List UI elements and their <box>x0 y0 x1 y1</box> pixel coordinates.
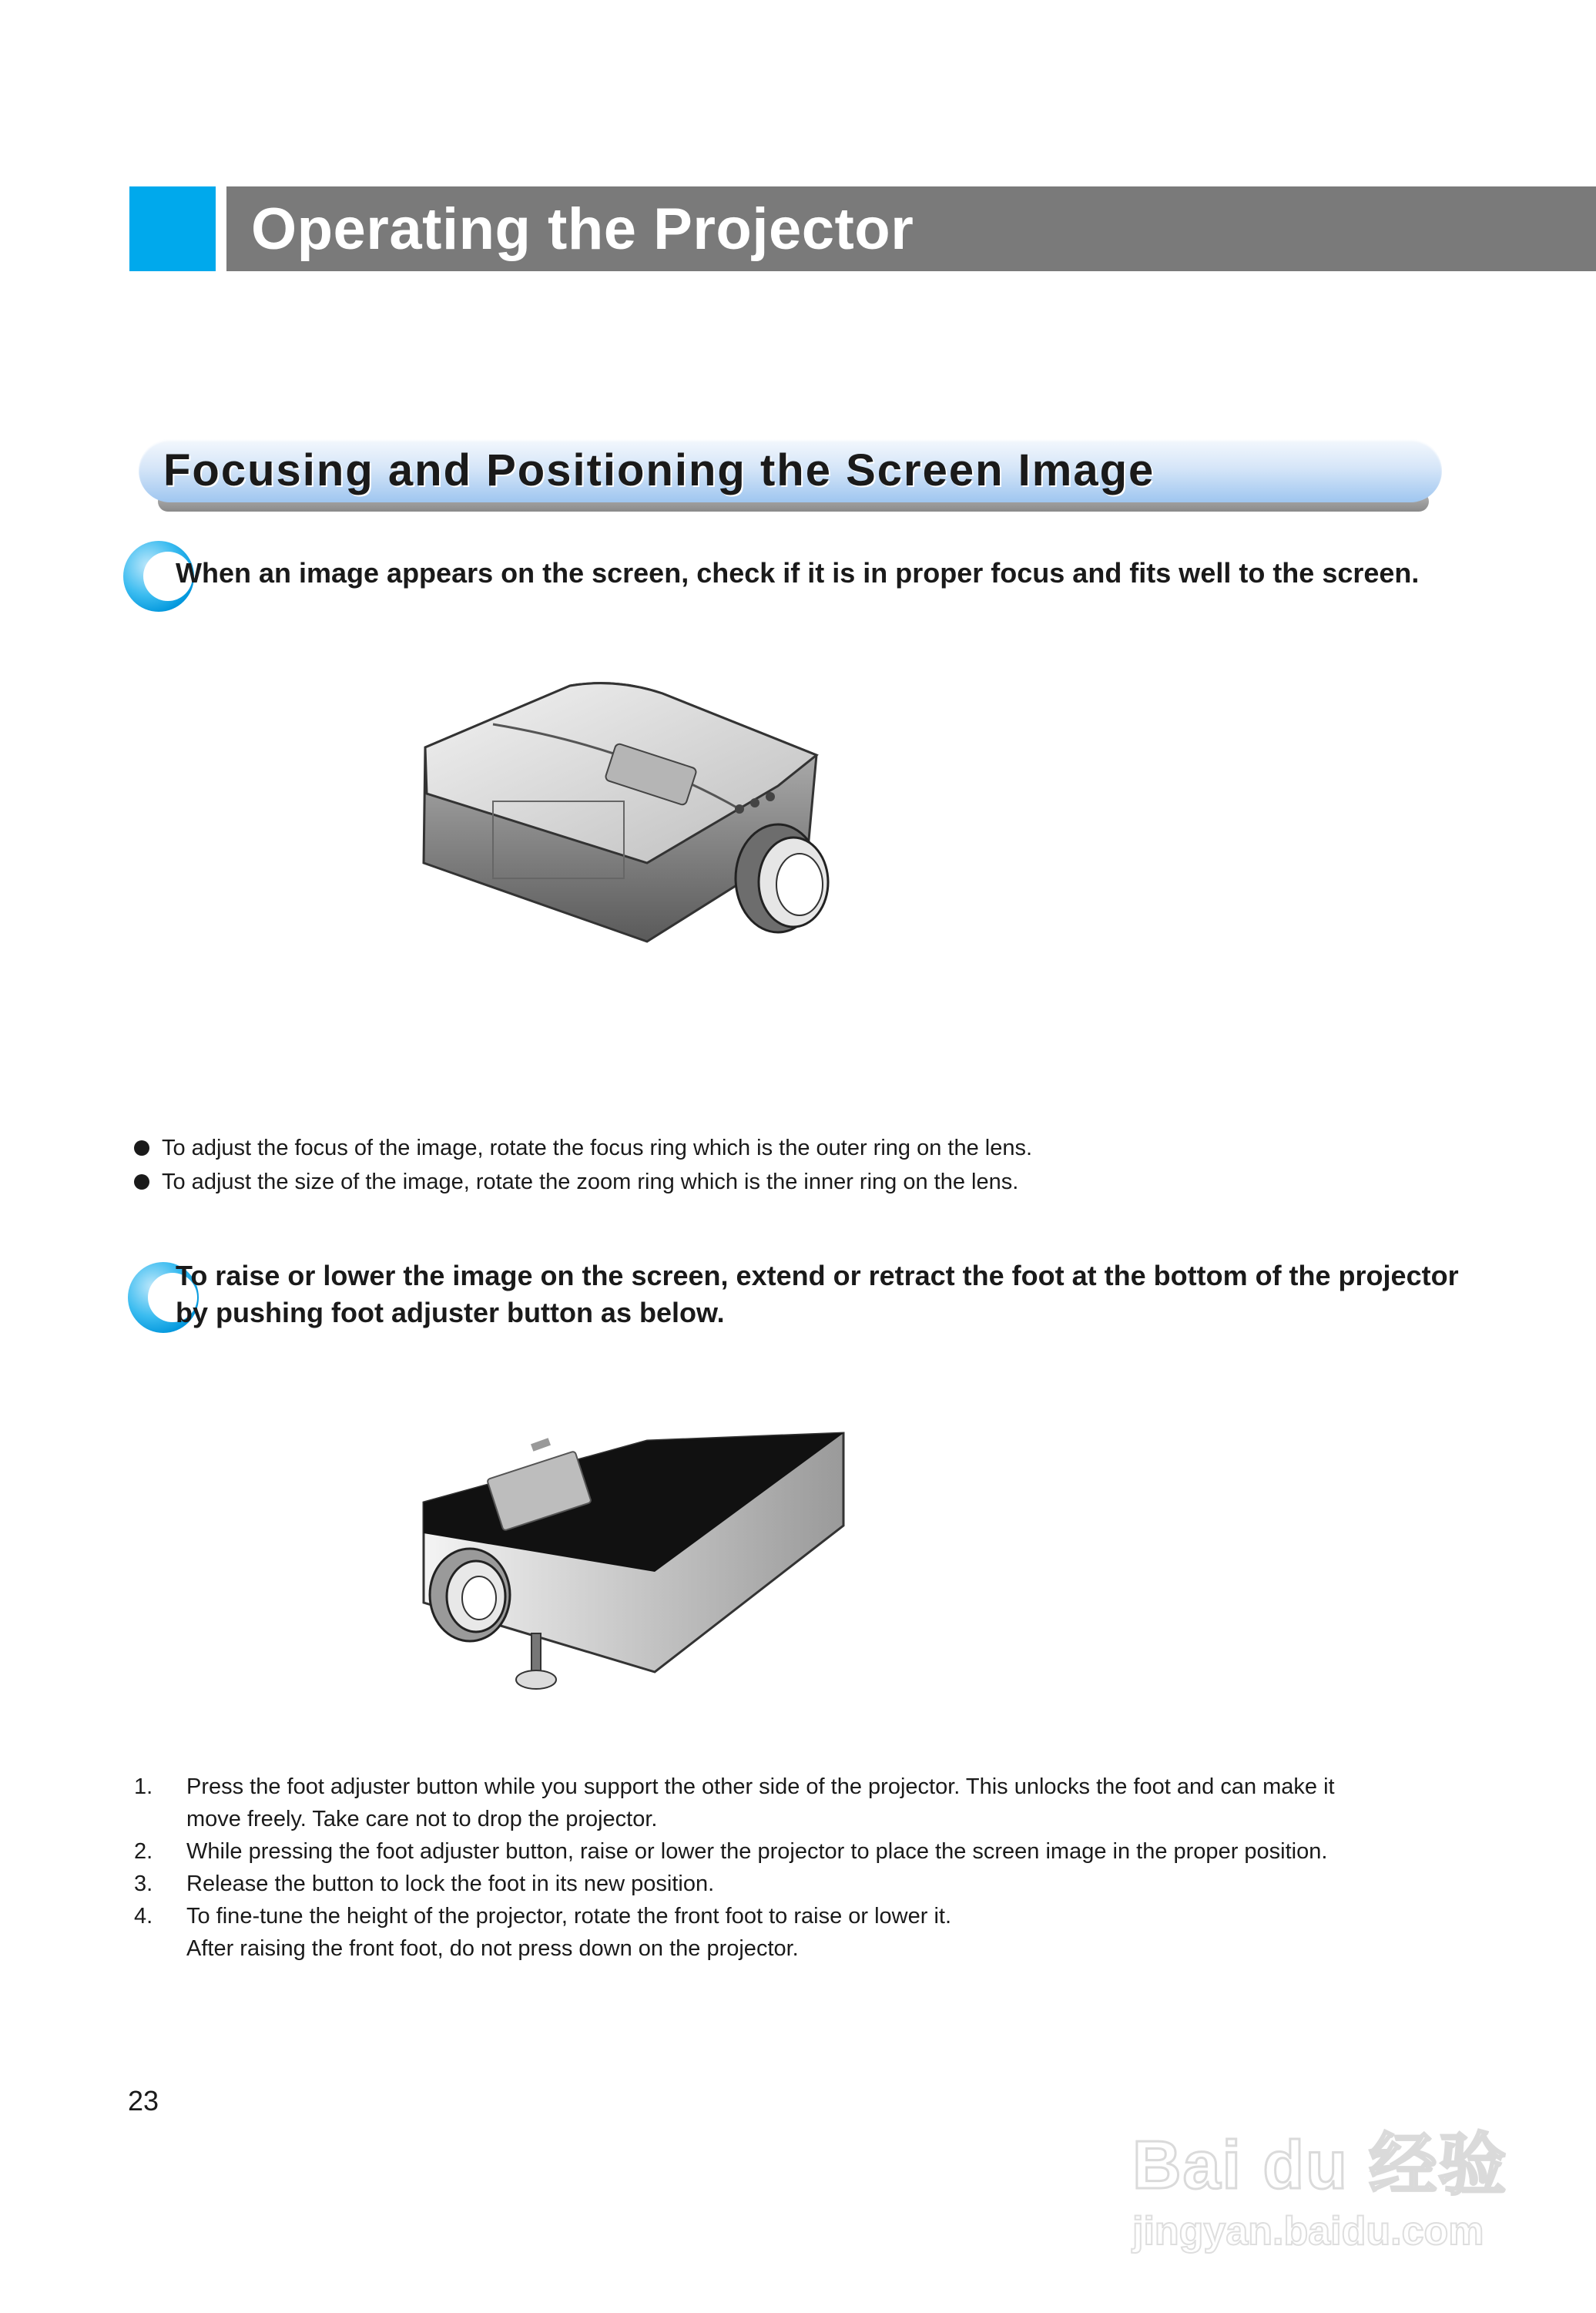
focus-bullet-1: To adjust the focus of the image, rotate the focus ring which is the outer ring on the lens. <box>162 1136 1033 1160</box>
step-2-line1: While pressing the foot adjuster button, raise or lower the projector to place the screen image in the proper position. <box>186 1839 1328 1864</box>
watermark-url: jingyan.baidu.com <box>1132 2209 1484 2254</box>
watermark-logo: Bai du 经验 <box>1132 2127 1508 2203</box>
section-title: Focusing and Positioning the Screen Image <box>163 445 1155 495</box>
step-1-line1: Press the foot adjuster button while you support the other side of the projector. This unlocks the foot and can make it <box>186 1774 1335 1799</box>
bullet-dot <box>134 1174 149 1190</box>
step-4-line1: To fine-tune the height of the projector, rotate the front foot to raise or lower it. <box>186 1904 952 1929</box>
step-number-3: 3. <box>134 1872 153 1896</box>
bullet-dot <box>134 1140 149 1156</box>
step-1-line2: move freely. Take care not to drop the projector. <box>186 1807 658 1831</box>
chapter-title: Operating the Projector <box>251 196 914 262</box>
projector-top-view-illustration <box>416 670 847 948</box>
page-number: 23 <box>128 2085 159 2117</box>
step-number-2: 2. <box>134 1839 153 1864</box>
step-number-4: 4. <box>134 1904 153 1929</box>
baidu-watermark <box>1132 2111 1507 2254</box>
intro-focus-text: When an image appears on the screen, check if it is in proper focus and fits well to the screen. <box>176 557 1420 589</box>
intro-height-text-line2: by pushing foot adjuster button as below. <box>176 1297 725 1328</box>
step-4-line2: After raising the front foot, do not press down on the projector. <box>186 1936 799 1961</box>
chapter-accent-square <box>129 186 216 271</box>
step-number-1: 1. <box>134 1774 153 1799</box>
step-3-line1: Release the button to lock the foot in its new position. <box>186 1872 715 1896</box>
focus-bullet-2: To adjust the size of the image, rotate the zoom ring which is the inner ring on the lens. <box>162 1170 1019 1194</box>
projector-foot-adjuster-illustration <box>416 1418 847 1710</box>
intro-height-text-line1: To raise or lower the image on the screen, extend or retract the foot at the bottom of the projector <box>176 1260 1459 1291</box>
